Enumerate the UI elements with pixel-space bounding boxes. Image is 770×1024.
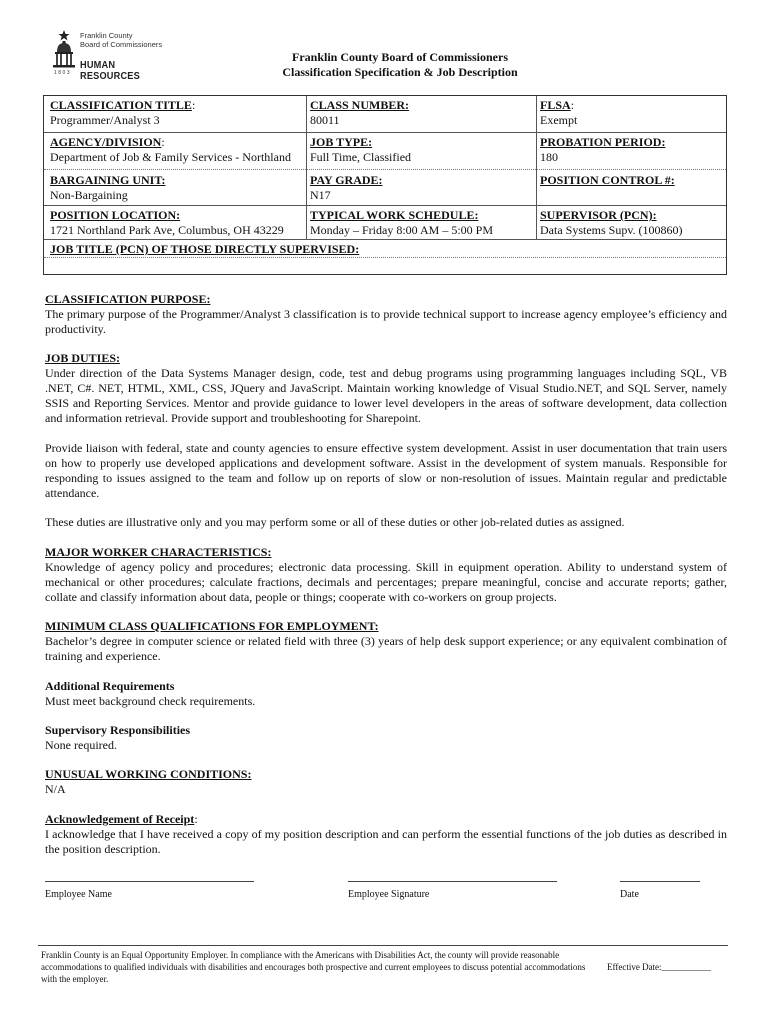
acknowledgement-heading: Acknowledgement of Receipt [45, 812, 195, 826]
acknowledgement-section: Acknowledgement of Receipt: I acknowledge that I have received a copy of my position description and can perform the essential functions of the job duties as described in the position description. [45, 812, 727, 856]
job-type-label: JOB TYPE: [310, 135, 373, 149]
qualifications-heading: MINIMUM CLASS QUALIFICATIONS FOR EMPLOYMENT: [45, 619, 379, 633]
duties-paragraph-1: Under direction of the Data Systems Manager design, code, test and debug programs using programming languages including SQL, VB .NET, C#. NET, HTML, XML, CSS, JQuery and JavaScript. Maintain working knowledge of Visual Studio.NET, and SQL Server, namely SSIS and Reporting Services. Mentor and provide guidance to lower level developers in the areas of software development, data collection and information retrieval. Provide support and troubleshooting for Sharepoint. [45, 366, 727, 425]
characteristics-heading: MAJOR WORKER CHARACTERISTICS: [45, 545, 272, 559]
duties-heading: JOB DUTIES: [45, 351, 121, 365]
position-location-value: 1721 Northland Park Ave, Columbus, OH 43229 [50, 223, 284, 237]
footer-divider [38, 945, 728, 946]
row-divider [44, 132, 726, 133]
additional-text: Must meet background check requirements. [45, 694, 256, 708]
supervisory-text: None required. [45, 738, 117, 752]
info-table [43, 95, 727, 275]
flsa-cell: FLSA: Exempt [540, 98, 578, 127]
additional-section [45, 679, 727, 709]
unusual-heading: UNUSUAL WORKING CONDITIONS: [45, 767, 252, 781]
employee-signature-label: Employee Signature [348, 889, 430, 900]
duties-paragraph-3-block [45, 515, 727, 530]
duties-paragraph-2: Provide liaison with federal, state and county agencies to ensure effective system development. Assist in user documentation that train users on how to properly use developed applications and development software. Assist in the development of system manuals. Responsible for responding to issues assigned to the team and follow up on reports of slow or non-resolution of issues. Maintain regular and predictable attendance. [45, 441, 727, 500]
col-divider [306, 96, 307, 239]
document-header [200, 50, 600, 80]
acknowledgement-text: I acknowledge that I have received a copy of my position description and can perform the essential functions of the job duties as described in the position description. [45, 827, 727, 856]
position-control-label: POSITION CONTROL #: [540, 173, 675, 187]
unusual-text: N/A [45, 782, 66, 796]
col-divider [536, 96, 537, 239]
probation-label: PROBATION PERIOD: [540, 135, 666, 149]
duties-section [45, 351, 727, 426]
agency-cell: AGENCY/DIVISION: Department of Job & Family Services - Northland [50, 135, 291, 164]
supervisor-cell [540, 208, 683, 238]
date-line[interactable] [620, 881, 700, 882]
characteristics-section [45, 545, 727, 605]
classification-title-cell: CLASSIFICATION TITLE: Programmer/Analyst 3 [50, 98, 196, 127]
header-subtitle: Classification Specification & Job Description [282, 65, 518, 79]
employee-name-label: Employee Name [45, 889, 112, 900]
row-divider [44, 169, 726, 170]
county-logo [50, 30, 185, 82]
supervised-cell [50, 242, 359, 257]
class-number-value: 80011 [310, 113, 340, 127]
header-title: Franklin County Board of Commissioners [291, 50, 509, 64]
purpose-heading: CLASSIFICATION PURPOSE: [45, 292, 211, 306]
agency-value: Department of Job & Family Services - Northland [50, 150, 291, 164]
duties-paragraph-2-block [45, 441, 727, 501]
probation-cell [540, 135, 665, 165]
supervisor-value: Data Systems Supv. (100860) [540, 223, 683, 237]
logo-hr: HUMAN RESOURCES [80, 60, 140, 82]
supervisory-section [45, 723, 727, 753]
schedule-label: TYPICAL WORK SCHEDULE: [310, 208, 479, 222]
date-label: Date [620, 889, 639, 900]
bargaining-cell [50, 173, 165, 203]
row-divider [44, 205, 726, 206]
logo-line-1: Franklin County [80, 31, 133, 40]
flsa-value: Exempt [540, 113, 578, 127]
schedule-cell [310, 208, 493, 238]
bargaining-value: Non-Bargaining [50, 188, 128, 202]
pay-grade-value: N17 [310, 188, 331, 202]
purpose-text: The primary purpose of the Programmer/Analyst 3 classification is to provide technical support to increase agency employee’s efficiency and productivity. [45, 307, 727, 336]
qualifications-section [45, 619, 727, 664]
pay-grade-label: PAY GRADE: [310, 173, 383, 187]
row-divider [44, 239, 726, 240]
logo-line-2: Board of Commissioners [80, 39, 163, 49]
employee-name-line[interactable] [45, 881, 254, 882]
supervisor-label: SUPERVISOR (PCN): [540, 208, 657, 222]
class-number-cell [310, 98, 409, 128]
additional-heading: Additional Requirements [45, 679, 175, 693]
class-number-label: CLASS NUMBER: [310, 98, 410, 112]
supervised-label: JOB TITLE (PCN) OF THOSE DIRECTLY SUPERVISED: [50, 242, 360, 256]
unusual-section [45, 767, 727, 797]
logo-year: 1803 [54, 70, 72, 76]
duties-paragraph-3: These duties are illustrative only and you may perform some or all of these duties or other job-related duties as assigned. [45, 515, 625, 529]
purpose-section [45, 292, 727, 337]
schedule-value: Monday – Friday 8:00 AM – 5:00 PM [310, 223, 494, 237]
classification-title-label: CLASSIFICATION TITLE [50, 98, 192, 112]
supervisory-heading: Supervisory Responsibilities [45, 723, 191, 737]
job-type-value: Full Time, Classified [310, 150, 412, 164]
characteristics-text: Knowledge of agency policy and procedures; electronic data processing. Skill in equipment operation. Ability to understand system of mechanical or other procedures; calculate fractions, decimals and percentages; prepare meaningful, concise and accurate reports; gather, collate and classify information about data, people or things; cooperate with co-workers on group projects. [45, 560, 727, 604]
employee-signature-line[interactable] [348, 881, 557, 882]
pay-grade-cell [310, 173, 383, 203]
capitol-dome-icon [52, 30, 76, 68]
effective-date-label: Effective Date:___________ [607, 962, 712, 972]
position-location-label: POSITION LOCATION: [50, 208, 181, 222]
footer-text: Franklin County is an Equal Opportunity Employer. In compliance with the Americans with Disabilities Act, the county will provide reasonable accommodations to qualified individuals with disabilities and encourages both prospective and current employees to discuss potential accommodations with the employer. [41, 950, 586, 984]
position-control-cell [540, 173, 675, 188]
position-location-cell [50, 208, 284, 238]
bargaining-label: BARGAINING UNIT: [50, 173, 166, 187]
probation-value: 180 [540, 150, 558, 164]
agency-label: AGENCY/DIVISION [50, 135, 162, 149]
flsa-label: FLSA [540, 98, 571, 112]
qualifications-text: Bachelor’s degree in computer science or related field with three (3) years of help desk support experience; or any equivalent combination of training and experience. [45, 634, 727, 663]
row-divider [44, 257, 726, 258]
classification-title-value: Programmer/Analyst 3 [50, 113, 160, 127]
job-type-cell [310, 135, 411, 165]
